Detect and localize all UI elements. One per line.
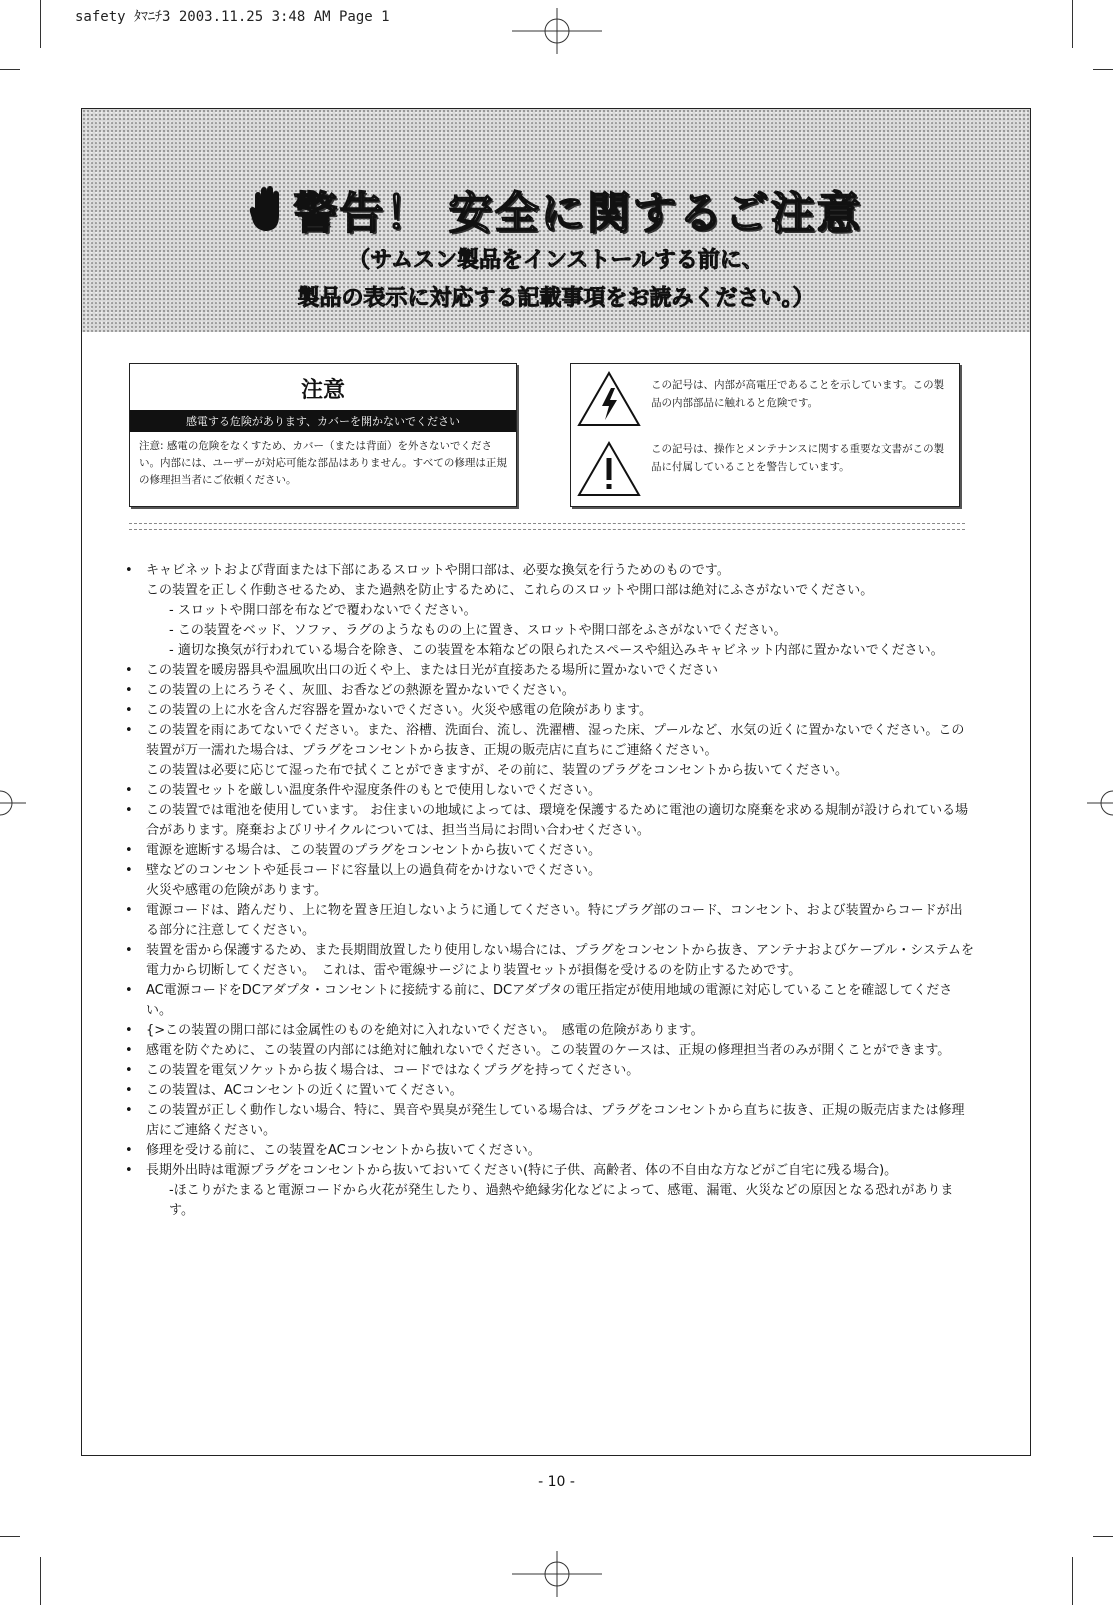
- registration-mark-left: [0, 783, 26, 823]
- bullet: •: [125, 803, 133, 818]
- list-item: • {>この装置の開口部には金属性のものを絶対に入れないでください。 感電の危険があります。: [123, 1021, 975, 1041]
- high-voltage-text: この記号は、内部が高電圧であることを示しています。この製品の内部部品に触れると危険です。: [651, 379, 945, 409]
- safety-list: [123, 561, 975, 1221]
- content-frame: [81, 108, 1031, 1456]
- bullet: •: [125, 563, 133, 578]
- list-item: • 電源コードは、踏んだり、上に物を置き圧迫しないように通してください。特にプラグ部のコード、コンセント、および装置からコードが出る部分に注意してください。: [125, 903, 963, 938]
- bullet: •: [125, 663, 133, 678]
- list-item: • この装置は、ACコンセントの近くに置いてください。: [123, 1081, 975, 1101]
- bullet: •: [125, 983, 133, 998]
- list-item: • AC電源コードをDCアダプタ・コンセントに接続する前に、DCアダプタの電圧指定が使用地域の電源に対応していることを確認してください。: [125, 983, 953, 1018]
- divider-line: [129, 529, 965, 530]
- registration-mark-bottom: [512, 1551, 602, 1597]
- crop-mark: [1093, 69, 1113, 70]
- bullet: •: [125, 1083, 133, 1098]
- symbol-row-attention: [571, 434, 959, 504]
- caution-text: 注意: 感電の危険をなくすため、カバー（または背面）を外さないでください。内部には、ユーザーが対応可能な部品はありません。すべての修理は正規の修理担当者にご依頼ください。: [139, 440, 507, 486]
- list-item: • この装置が正しく動作しない場合、特に、異音や異臭が発生している場合は、プラグをコンセントから直ちに抜き、正規の販売店または修理店にご連絡ください。: [125, 1103, 965, 1138]
- caution-bar: 感電する危険があります、カバーを開かないでください: [130, 410, 516, 432]
- bullet: •: [125, 1043, 133, 1058]
- list-item: • この装置では電池を使用しています。 お住まいの地域によっては、環境を保護するために電池の適切な廃棄を求める規制が設けられている場合があります。廃棄およびリサイクルについては、担当当局にお問い合わせください。: [125, 803, 969, 838]
- divider-line: [129, 523, 965, 524]
- crop-mark: [40, 0, 41, 48]
- list-item: • 装置を雷から保護するため、また長期間放置したり使用しない場合には、プラグをコンセントから抜き、アンテナおよびケーブル・システムを電力から切断してください。 これは、雷や電線サージにより装置セットが損傷を受けるのを防止するためです。: [125, 943, 974, 978]
- list-item: • 長期外出時は電源プラグをコンセントから抜いておいてください(特に子供、高齢者、体の不自由な方などがご自宅に残る場合)。 -ほこりがたまると電源コードから火花が発生したり、過熱や絶縁劣化などによって、感電、漏電、火災などの原因となる恐れがあります。: [125, 1163, 954, 1218]
- bullet: •: [125, 1103, 133, 1118]
- warning-title: 警告！ 安全に関するご注意: [293, 188, 863, 239]
- attention-text: この記号は、操作とメンテナンスに関する重要な文書がこの製品に付属していることを警告しています。: [651, 443, 945, 473]
- list-item: • キャビネットおよび背面または下部にあるスロットや開口部は、必要な換気を行うためのものです。 この装置を正しく作動させるため、また過熱を防止するために、これらのスロットや開口部は絶対にふさがないでください。 - スロットや開口部を布などで覆わないでください。 - この装置をベッド、ソファ、ラグのようなものの上に置き、スロットや開口部をふさがないでください。 - 適切な換気が行われている場合を除き、この装置を本箱などの限られたスペースや組込みキャビネット内部に置かないでください。: [125, 563, 944, 658]
- bullet: •: [125, 1063, 133, 1078]
- list-item: • この装置を暖房器具や温風吹出口の近くや上、または日光が直接あたる場所に置かないでください: [123, 661, 975, 681]
- warning-header: [82, 109, 1030, 332]
- bullet: •: [125, 1163, 133, 1178]
- bullet: •: [125, 723, 133, 738]
- crop-mark: [1072, 1557, 1073, 1605]
- crop-mark: [0, 69, 20, 70]
- list-item: • 修理を受ける前に、この装置をACコンセントから抜いてください。: [123, 1141, 975, 1161]
- bullet: •: [125, 1143, 133, 1158]
- bullet: •: [125, 863, 133, 878]
- title-row: [82, 177, 1030, 241]
- registration-mark-top: [512, 8, 602, 54]
- warning-subtitle-line1: （サムスン製品をインストールする前に、: [348, 248, 764, 273]
- registration-mark-right: [1087, 783, 1113, 823]
- crop-mark: [0, 1536, 20, 1537]
- caution-box: [129, 363, 517, 507]
- list-item: • この装置を電気ソケットから抜く場合は、コードではなくプラグを持ってください。: [123, 1061, 975, 1081]
- lightning-triangle-icon: [577, 370, 641, 428]
- bullet: •: [125, 783, 133, 798]
- warning-subtitle-line2: 製品の表示に対応する記載事項をお読みください。）: [297, 286, 815, 311]
- exclamation-triangle-icon: [577, 440, 641, 498]
- crop-mark: [1072, 0, 1073, 48]
- list-item: • 感電を防ぐために、この装置の内部には絶対に触れないでください。この装置のケースは、正規の修理担当者のみが開くことができます。: [123, 1041, 975, 1061]
- crop-mark: [40, 1557, 41, 1605]
- page-number: - 10 -: [538, 1474, 575, 1490]
- list-item: • この装置の上に水を含んだ容器を置かないでください。火災や感電の危険があります。: [123, 701, 975, 721]
- caution-title: 注意: [300, 378, 345, 403]
- symbol-row-high-voltage: [571, 364, 959, 434]
- list-item: • この装置を雨にあてないでください。また、浴槽、洗面台、流し、洗濯槽、湿った床、プールなど、水気の近くに置かないでください。この装置が万一濡れた場合は、プラグをコンセントから抜き、正規の販売店に直ちにご連絡ください。 この装置は必要に応じて湿った布で拭くことができますが、その前に、装置のプラグをコンセントから抜いてください。: [125, 723, 965, 778]
- list-item: • 壁などのコンセントや延長コードに容量以上の過負荷をかけないでください。 火災や感電の危険があります。: [125, 863, 602, 898]
- print-slug: safety ﾀﾏﾆﾁ3 2003.11.25 3:48 AM Page 1: [75, 9, 390, 25]
- list-item: • 電源を遮断する場合は、この装置のプラグをコンセントから抜いてください。: [123, 841, 975, 861]
- bullet: •: [125, 943, 133, 958]
- bullet: •: [125, 843, 133, 858]
- symbol-box: [570, 363, 960, 507]
- bullet: •: [125, 903, 133, 918]
- list-item: • この装置セットを厳しい温度条件や湿度条件のもとで使用しないでください。: [123, 781, 975, 801]
- bullet: •: [125, 683, 133, 698]
- crop-mark: [1093, 1536, 1113, 1537]
- hand-icon: [249, 186, 283, 232]
- bullet: •: [125, 1023, 133, 1038]
- bullet: •: [125, 703, 133, 718]
- list-item: • この装置の上にろうそく、灰皿、お香などの熱源を置かないでください。: [123, 681, 975, 701]
